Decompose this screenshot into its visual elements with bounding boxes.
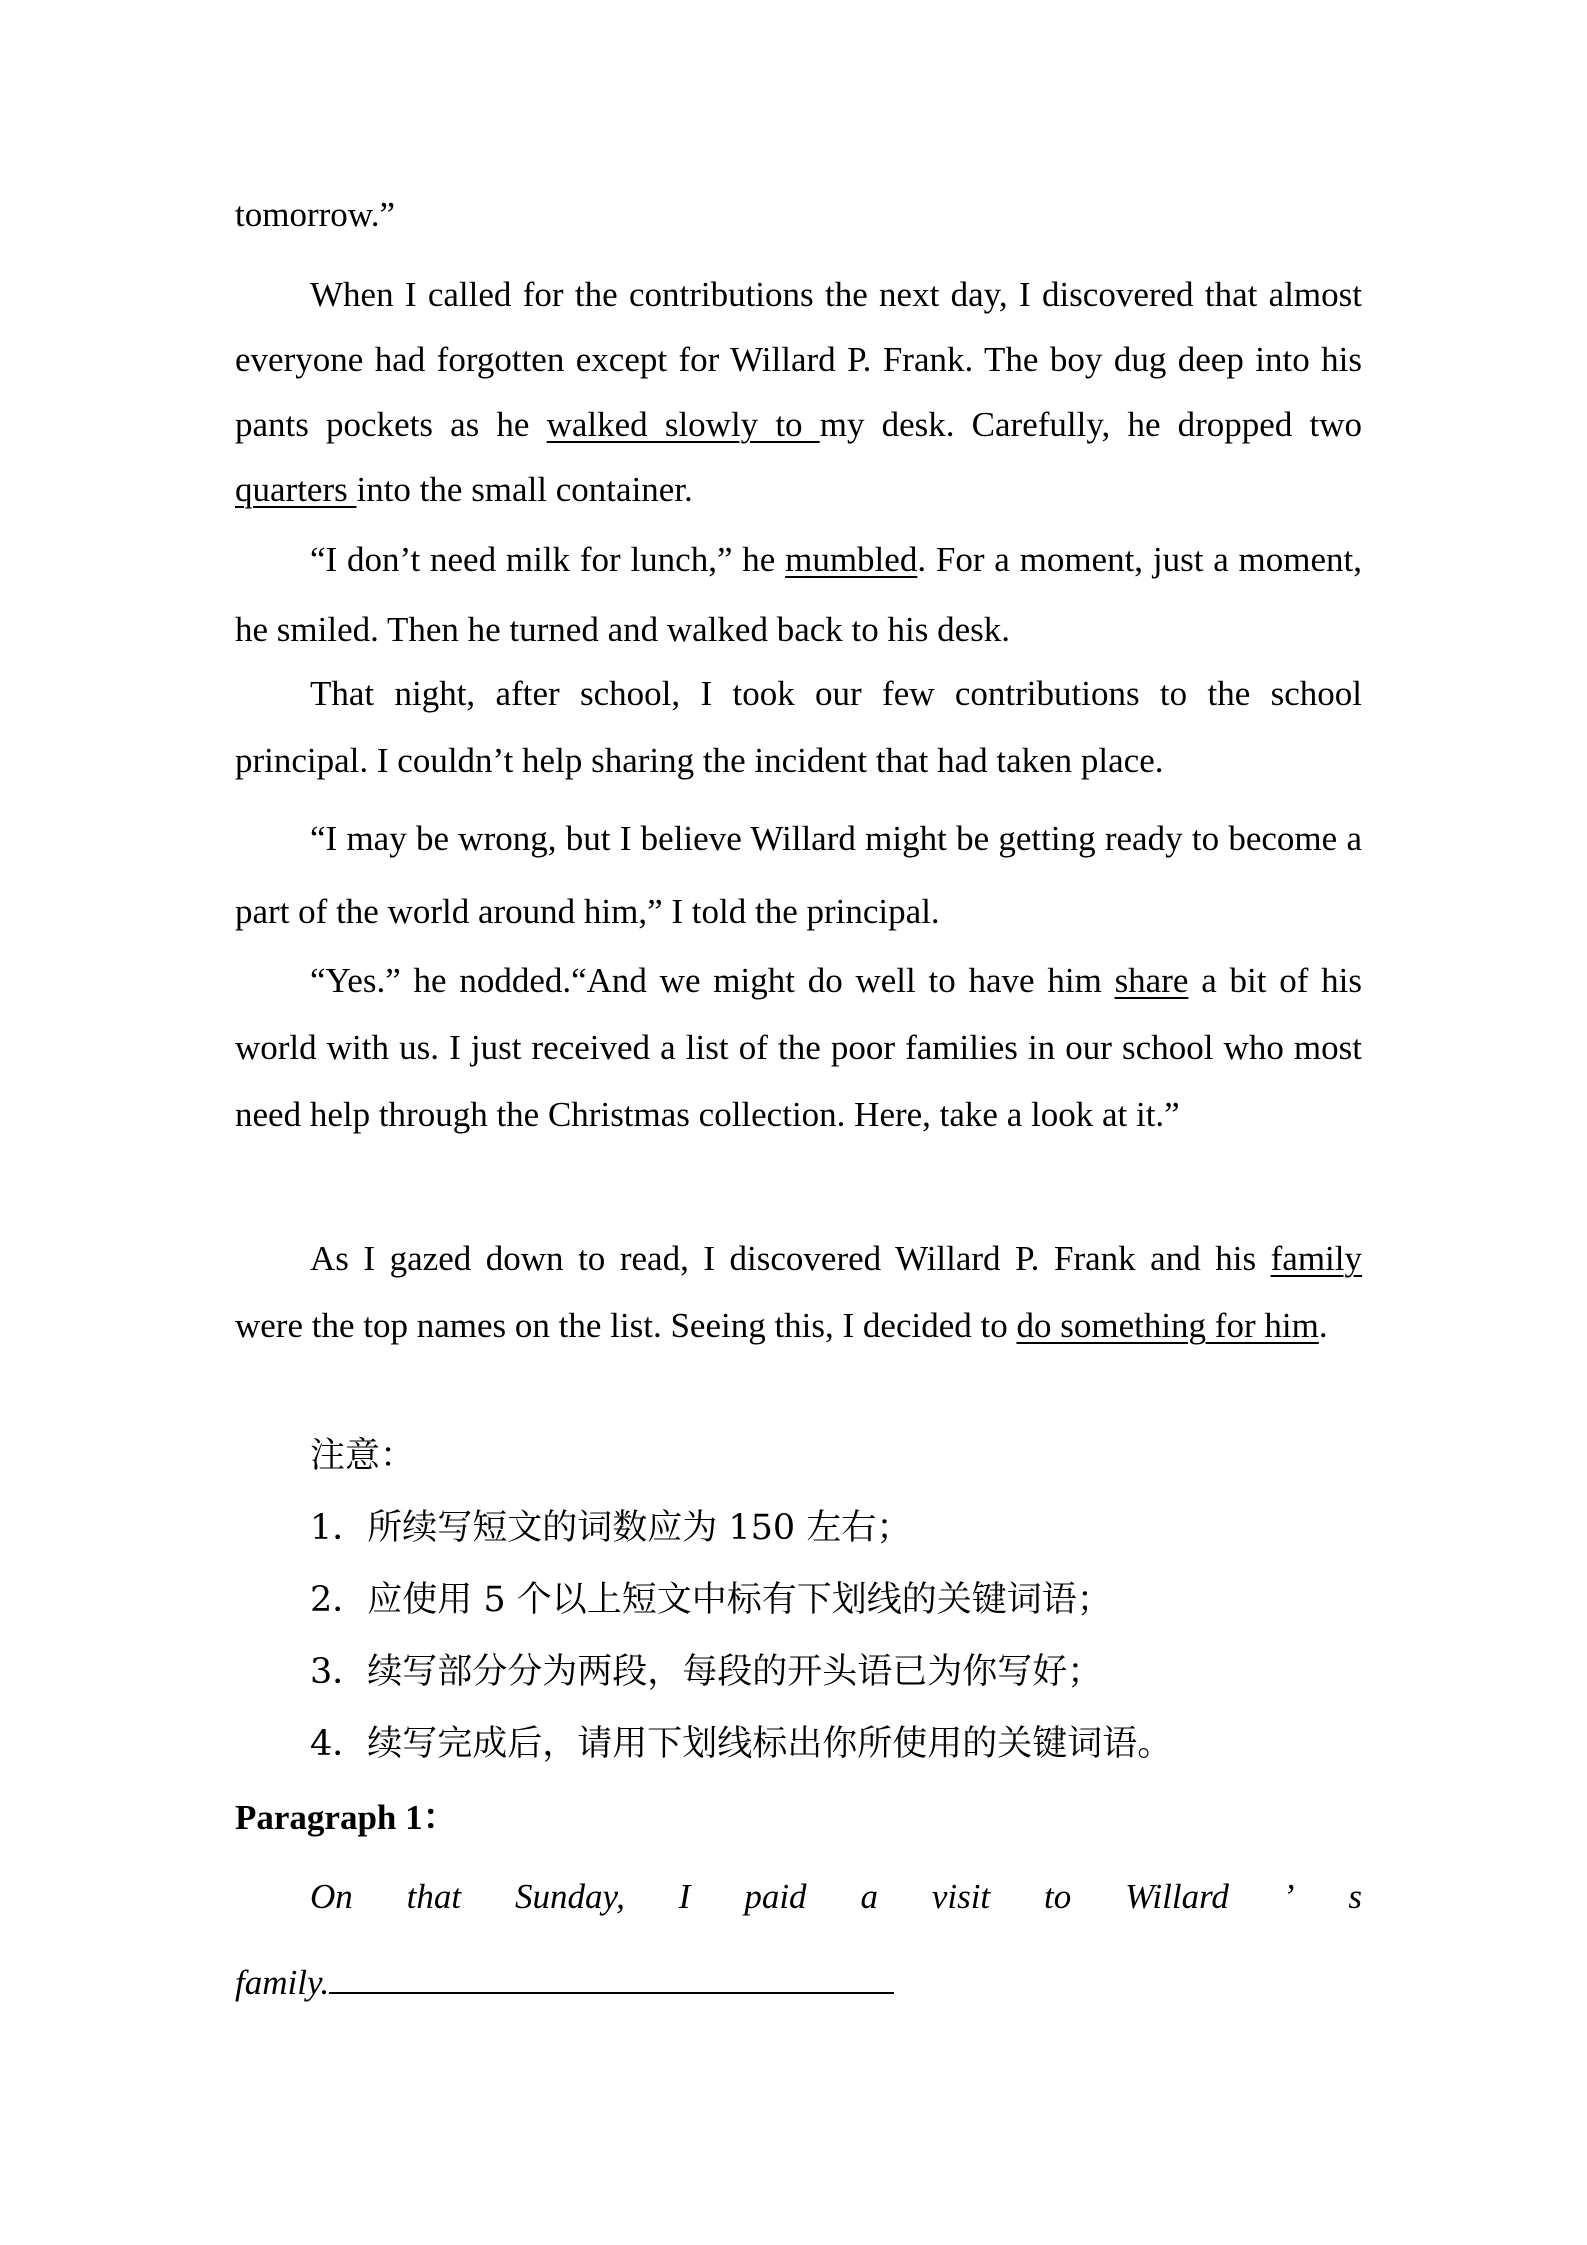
paragraph-0 [235,195,1362,235]
note-item-4: 4．续写完成后，请用下划线标出你所使用的关键词语。 [310,1724,1173,1764]
paragraph-2: “I don’t need milk for lunch,” he mumbled. For a moment, just a moment, he smiled. Then he turned and walked back to his desk. [235,540,1362,649]
opening-sentence: On that Sunday, I paid a visit to Willard ’ s [310,1877,1362,1916]
keyword-family: family [1270,1239,1362,1278]
paragraph-1: When I called for the contributions the next day, I discovered that almost everyone had forgotten except for Willard P. Frank. The boy dug deep into his pants pockets as he walked slowly to my desk. Carefully, he dropped two quarters into the small container. [235,275,1362,509]
notes-title: 注意： [310,1436,416,1476]
note-item-3: 3．续写部分分为两段，每段的开头语已为你写好； [310,1652,1103,1692]
note-item-1: 1．所续写短文的词数应为 150 左右； [310,1508,912,1548]
note-item-2: 2．应使用 5 个以上短文中标有下划线的关键词语； [310,1580,1112,1620]
paragraph-0-text: tomorrow.” [235,195,396,234]
paragraph-1-label: Paragraph 1： [235,1798,458,1837]
paragraph-6: As I gazed down to read, I discovered Willard P. Frank and his family were the top names on the list. Seeing this, I decided to do something for him. [235,1239,1362,1345]
keyword-do-something-for-him: do something for him [1016,1306,1319,1345]
keyword-walked-slowly-to: walked slowly to [546,405,820,444]
keyword-mumbled: mumbled [785,540,918,579]
keyword-quarters: quarters [235,470,357,509]
paragraph-4: “I may be wrong, but I believe Willard might be getting ready to become a part of the world around him,” I told the principal. [235,819,1362,931]
answer-blank[interactable] [329,1962,894,1994]
opening-continuation: family. [235,1962,894,2003]
keyword-share: share [1114,961,1189,1000]
paragraph-3: That night, after school, I took our few contributions to the school principal. I couldn’t help sharing the incident that had taken place. [235,674,1362,780]
paragraph-5: “Yes.” he nodded.“And we might do well to have him share a bit of his world with us. I just received a list of the poor families in our school who most need help through the Christmas collection. Here, take a look at it.” [235,961,1362,1134]
